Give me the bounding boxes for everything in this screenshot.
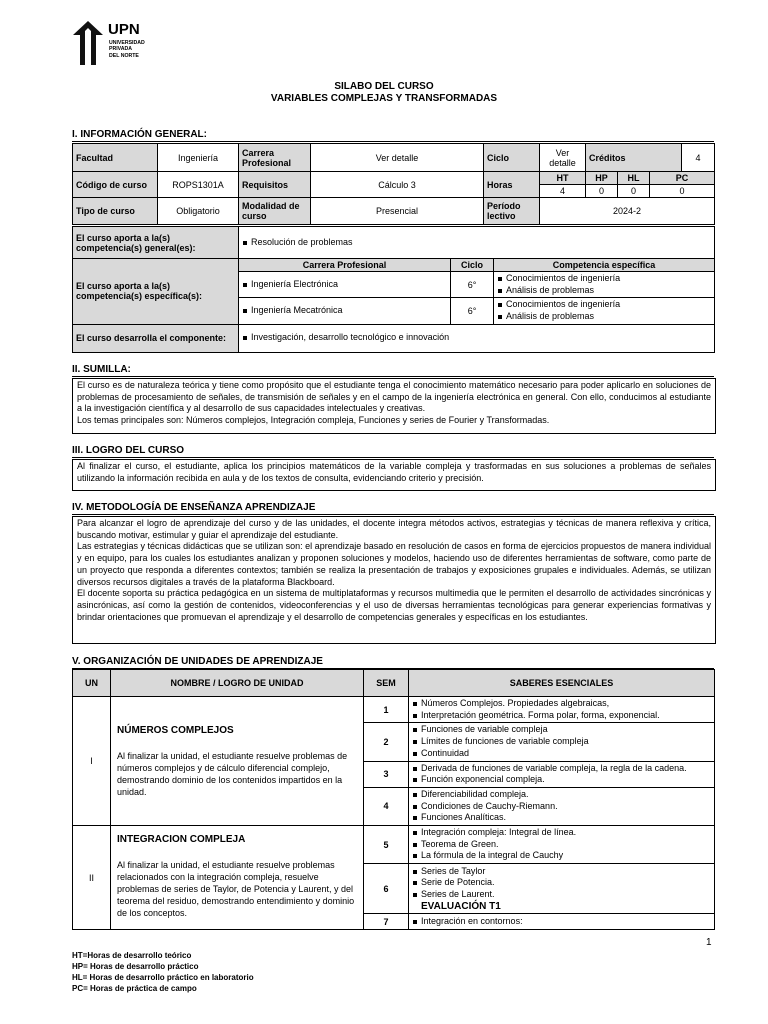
units-table — [72, 669, 715, 930]
col-un: UN — [73, 670, 111, 697]
creditos-label: Créditos — [586, 144, 682, 172]
divider — [72, 457, 714, 458]
comp-item: Conocimientos de ingeniería — [497, 299, 711, 311]
logo-brand: UPN — [108, 21, 140, 38]
modalidad-value: Presencial — [311, 198, 484, 225]
week-number: 4 — [364, 787, 409, 825]
unit-logro: Al finalizar la unidad, el estudiante resuelve problemas relacionados con la integración compleja, resuelve problemas de series de Taylor, de Potencia y Laurent, y del teorema del residuo, demostrando entendimiento y dominio de los conceptos. — [117, 860, 355, 919]
comp-item: Análisis de problemas — [497, 285, 711, 297]
comp-esp-header: Competencia específica — [494, 259, 715, 272]
metodologia-paragraph: Las estrategias y técnicas didácticas que se utilizan son: el aprendizaje basado en resolución de casos en forma de ejercicios propuestos de manera individual y en equipo, para los cuales los estudiantes analizan y proponen soluciones y modelos, haciendo uso de diferentes herramientas de software, como parte de un proyecto que responda a diferentes contextos; también se realiza la presentación de trabajos y exposiciones grupales e individuales. Además, se utilizan diversos recursos digitales a través de la plataforma Blackboard. — [77, 541, 711, 587]
comp-general-label: El curso aporta a la(s) competencia(s) general(es): — [73, 227, 239, 259]
table-row: 7 Integración en contornos: — [73, 914, 715, 930]
unit-logro: Al finalizar la unidad, el estudiante resuelve problemas de números complejos y de cálculo diferencial complejo, demostrando dominio de los contenidos impartidos en la unidad. — [117, 750, 348, 797]
hl-value: 0 — [618, 185, 650, 198]
upn-arrow-icon — [72, 21, 104, 65]
pc-label: PC — [650, 172, 715, 185]
carrera-value: Ver detalle — [311, 144, 484, 172]
unit-cell — [111, 826, 364, 930]
logo-subtitle: UNIVERSIDAD PRIVADA DEL NORTE — [109, 40, 145, 59]
ciclo-value: Ver detalle — [540, 144, 586, 172]
comp-especifica-label: El curso aporta a la(s) competencia(s) específica(s): — [73, 259, 239, 325]
carrera-item: Ingeniería Mecatrónica — [242, 305, 447, 317]
footer-pc: PC= Horas de práctica de campo — [72, 984, 197, 993]
table-row: 4 Diferenciabilidad compleja. Condiciones de Cauchy-Riemann. Funciones Analíticas. — [73, 787, 715, 825]
table-row: II INTEGRACION COMPLEJA Al finalizar la unidad, el estudiante resuelve problemas relacionados con la integración compleja, resuelve problemas de series de Taylor, de Potencia y Laurent, y del teorema del residuo, demostrando entendimiento y dominio de los conceptos. 5 Integración compleja: Integral de línea. Teorema de Green. La fórmula de la integral de Cauchy — [73, 826, 715, 864]
hp-label: HP — [586, 172, 618, 185]
codigo-label: Código de curso — [73, 172, 158, 198]
unit-number: I — [73, 697, 111, 826]
footer-hp: HP= Horas de desarrollo práctico — [72, 962, 199, 971]
metodologia-paragraph: El docente soporta su práctica pedagógica en un sistema de multiplataformas y recursos multimedia que le permiten el desarrollo de actividades sincrónicas y asincrónicas, así como la gestión de contenidos, videoconferencias y el uso de diversas herramientas tecnológicas para generar experiencias formativas y brindar orientaciones que promuevan el aprendizaje y el desarrollo de competencias generales y específicas en los estudiantes. — [77, 588, 711, 622]
sumilla-box — [72, 378, 716, 434]
comp-general-item: Resolución de problemas — [242, 237, 711, 249]
section-heading-2: II. SUMILLA: — [72, 364, 131, 375]
facultad-value: Ingeniería — [158, 144, 239, 172]
footer-legend — [72, 950, 254, 994]
ciclo-item: 6° — [451, 272, 494, 298]
week-number: 1 — [364, 697, 409, 723]
week-number: 7 — [364, 914, 409, 930]
periodo-value: 2024-2 — [540, 198, 715, 225]
ciclo-header: Ciclo — [451, 259, 494, 272]
section-heading-5: V. ORGANIZACIÓN DE UNIDADES DE APRENDIZAJE — [72, 656, 323, 667]
comp-item: Análisis de problemas — [497, 311, 711, 323]
requisitos-label: Requisitos — [239, 172, 311, 198]
creditos-value: 4 — [682, 144, 715, 172]
unit-name: INTEGRACION COMPLEJA — [117, 834, 246, 846]
hl-label: HL — [618, 172, 650, 185]
horas-label: Horas — [484, 172, 540, 198]
week-number: 5 — [364, 826, 409, 864]
logro-box — [72, 459, 716, 491]
unit-cell — [111, 697, 364, 826]
divider — [72, 141, 714, 142]
carrera-label: Carrera Profesional — [239, 144, 311, 172]
week-number: 6 — [364, 864, 409, 914]
section-heading-4: IV. METODOLOGÍA DE ENSEÑANZA APRENDIZAJE — [72, 502, 316, 513]
ciclo-label: Ciclo — [484, 144, 540, 172]
table-row: 3 Derivada de funciones de variable compleja, la regla de la cadena. Función exponencial compleja. — [73, 761, 715, 787]
sumilla-paragraph: Los temas principales son: Números complejos, Integración compleja, Funciones y series de Fourier y Transformadas. — [77, 415, 550, 426]
metodologia-box — [72, 516, 716, 644]
unit-name: NÚMEROS COMPLEJOS — [117, 724, 234, 736]
tipo-label: Tipo de curso — [73, 198, 158, 225]
componente-item: Investigación, desarrollo tecnológico e innovación — [242, 332, 711, 344]
periodo-label: Período lectivo — [484, 198, 540, 225]
pc-value: 0 — [650, 185, 715, 198]
section-heading-3: III. LOGRO DEL CURSO — [72, 445, 185, 456]
document-title: SILABO DEL CURSO — [334, 81, 434, 92]
footer-hl: HL= Horas de desarrollo práctico en laboratorio — [72, 973, 254, 982]
week-number: 3 — [364, 761, 409, 787]
competencies-table — [72, 226, 715, 353]
requisitos-value: Cálculo 3 — [311, 172, 484, 198]
tipo-value: Obligatorio — [158, 198, 239, 225]
general-info-table — [72, 143, 715, 225]
ht-value: 4 — [540, 185, 586, 198]
divider — [72, 514, 714, 515]
modalidad-label: Modalidad de curso — [239, 198, 311, 225]
week-number: 2 — [364, 723, 409, 761]
page-number: 1 — [706, 937, 712, 948]
footer-ht: HT=Horas de desarrollo teórico — [72, 951, 192, 960]
ciclo-item: 6° — [451, 298, 494, 324]
logro-paragraph: Al finalizar el curso, el estudiante, aplica los principios matemáticos de la variable compleja y trasformadas en sus soluciones a problemas de señales utilizando la información recibida en aula y de los textos de consulta, evidenciando criterio y precisión. — [77, 461, 711, 483]
ht-label: HT — [540, 172, 586, 185]
evaluation-label: EVALUACIÓN T1 — [421, 900, 501, 912]
unit-number: II — [73, 826, 111, 930]
section-heading-1: I. INFORMACIÓN GENERAL: — [72, 129, 207, 140]
course-title: VARIABLES COMPLEJAS Y TRANSFORMADAS — [270, 93, 498, 104]
carrera-prof-header: Carrera Profesional — [239, 259, 451, 272]
col-nombre: NOMBRE / LOGRO DE UNIDAD — [111, 670, 364, 697]
componente-label: El curso desarrolla el componente: — [73, 324, 239, 352]
divider — [72, 376, 714, 377]
col-saberes: SABERES ESENCIALES — [409, 670, 715, 697]
codigo-value: ROPS1301A — [158, 172, 239, 198]
upn-logo — [72, 19, 144, 67]
table-row: I NÚMEROS COMPLEJOS Al finalizar la unidad, el estudiante resuelve problemas de números complejos y de cálculo diferencial complejo, demostrando dominio de los contenidos impartidos en la unidad. 1 Números Complejos. Propiedades algebraicas, Interpretación geométrica. Forma polar, forma, exponencial. — [73, 697, 715, 723]
table-row: 6 Series de Taylor Serie de Potencia. Series de Laurent. EVALUACIÓN T1 — [73, 864, 715, 914]
facultad-label: Facultad — [73, 144, 158, 172]
metodologia-paragraph: Para alcanzar el logro de aprendizaje del curso y de las unidades, el docente integra métodos activos, estrategias y técnicas de manera reflexiva y crítica, buscando motivar, estimular y guiar el aprendizaje del estudiante. — [77, 518, 711, 540]
table-row: 2 Funciones de variable compleja Límites de funciones de variable compleja Continuidad — [73, 723, 715, 761]
carrera-item: Ingeniería Electrónica — [242, 279, 447, 291]
comp-item: Conocimientos de ingeniería — [497, 273, 711, 285]
sumilla-paragraph: El curso es de naturaleza teórica y tiene como propósito que el estudiante tenga el conocimiento matemático necesario para poder aplicarlo en soluciones de problemas de procesamiento de señales, de transmisión de señales y en el campo de la ingeniería electrónica en general. Con ello, conducimos al estudiante a la investigación científica y al desarrollo de sus capacidades intelectuales y creativas. — [77, 380, 711, 414]
col-sem: SEM — [364, 670, 409, 697]
hp-value: 0 — [586, 185, 618, 198]
